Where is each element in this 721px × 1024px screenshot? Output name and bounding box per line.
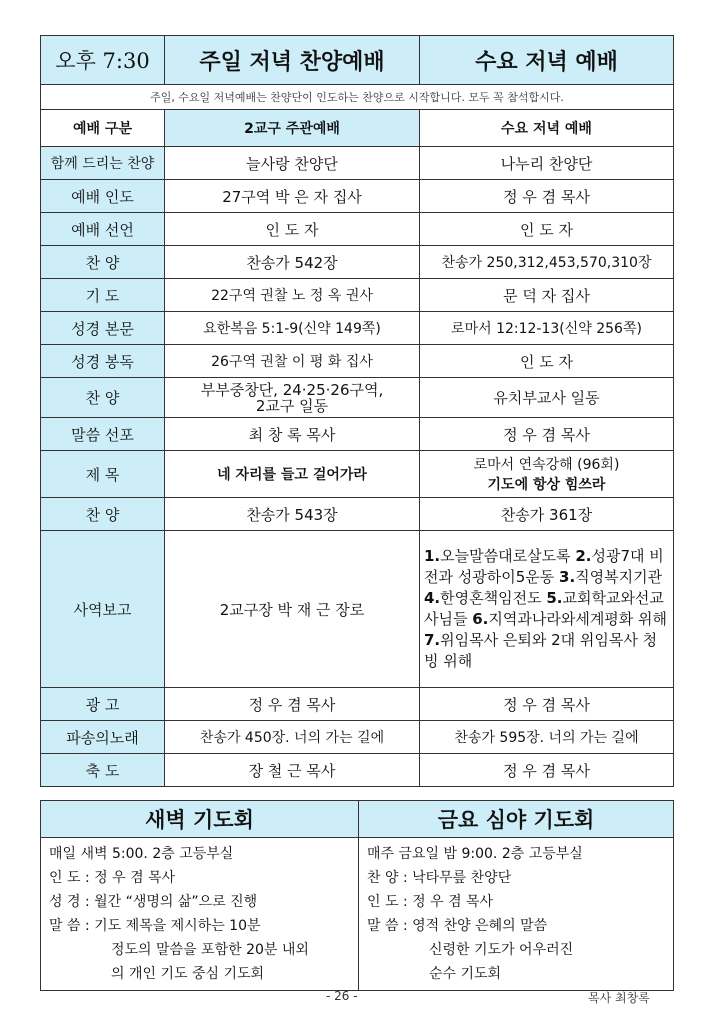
wednesday-cell: 유치부교사 일동 <box>420 378 674 418</box>
table-row <box>41 180 674 213</box>
sunday-cell-line: 부부중창단, 24·25·26구역, <box>200 380 384 399</box>
worship-schedule-table <box>40 35 674 787</box>
notice-row <box>41 85 674 110</box>
service-time: 오후 7:30 <box>41 36 165 85</box>
row-label: 광 고 <box>41 688 165 721</box>
table-row <box>41 246 674 279</box>
prayer-header-row <box>41 801 674 838</box>
report-item-number: 3. <box>559 568 576 586</box>
ministry-report-list <box>420 531 674 688</box>
row-label: 제 목 <box>41 451 165 498</box>
report-item-text: 위임목사 은퇴와 2대 위임목사 청빙 위해 <box>424 631 658 670</box>
friday-prayer-title: 금요 심야 기도회 <box>359 801 674 838</box>
sunday-cell-line: 2교구 일동 <box>255 396 329 415</box>
row-label: 축 도 <box>41 754 165 787</box>
sunday-cell: 최 창 록 목사 <box>165 418 420 451</box>
column-header-wednesday: 수요 저녁 예배 <box>420 110 674 147</box>
table-row <box>41 378 674 418</box>
report-item-text: 오늘말씀대로살도록 <box>440 547 576 565</box>
column-header-label: 예배 구분 <box>41 110 165 147</box>
wednesday-cell: 인 도 자 <box>420 345 674 378</box>
report-item-number: 7. <box>424 631 441 649</box>
sermon-title: 기도에 항상 힘쓰라 <box>487 477 606 493</box>
prayer-meetings-table <box>40 800 674 991</box>
row-label: 찬 양 <box>41 246 165 279</box>
dawn-prayer-line: 성 경 : 월간 “생명의 삶”으로 진행 <box>49 894 258 910</box>
friday-prayer-line: 인 도 : 정 우 겸 목사 <box>367 894 494 910</box>
wednesday-cell: 정 우 겸 목사 <box>420 688 674 721</box>
wednesday-cell: 정 우 겸 목사 <box>420 754 674 787</box>
row-label: 말씀 선포 <box>41 418 165 451</box>
friday-prayer-line: 신령한 기도가 어우러진 <box>429 942 574 958</box>
dawn-prayer-line: 의 개인 기도 중심 기도회 <box>111 966 265 982</box>
table-row <box>41 147 674 180</box>
sunday-cell: 요한복음 5:1-9(신약 149쪽) <box>165 312 420 345</box>
wednesday-cell: 로마서 12:12-13(신약 256쪽) <box>420 312 674 345</box>
dawn-prayer-line: 매일 새벽 5:00. 2층 고등부실 <box>49 846 234 862</box>
sunday-cell: 찬송가 542장 <box>165 246 420 279</box>
row-label: 찬 양 <box>41 378 165 418</box>
table-row <box>41 451 674 498</box>
author-credit: 목사 최창록 <box>588 991 650 1005</box>
report-item-number: 6. <box>472 610 489 628</box>
friday-prayer-details <box>359 838 674 991</box>
friday-prayer-line: 순수 기도회 <box>429 966 502 982</box>
sunday-cell: 27구역 박 은 자 집사 <box>165 180 420 213</box>
table-row <box>41 688 674 721</box>
wednesday-cell: 문 덕 자 집사 <box>420 279 674 312</box>
sunday-cell: 찬송가 543장 <box>165 498 420 531</box>
row-label: 파송의노래 <box>41 721 165 754</box>
sermon-series: 로마서 연속강해 (96회) <box>473 457 620 473</box>
header-row <box>41 36 674 85</box>
wednesday-cell: 정 우 겸 목사 <box>420 180 674 213</box>
row-label: 성경 본문 <box>41 312 165 345</box>
sunday-cell: 22구역 권찰 노 정 옥 권사 <box>165 279 420 312</box>
sunday-cell: 26구역 권찰 이 평 화 집사 <box>165 345 420 378</box>
dawn-prayer-details <box>41 838 359 991</box>
sunday-cell: 인 도 자 <box>165 213 420 246</box>
column-header-row <box>41 110 674 147</box>
dawn-prayer-line: 말 씀 : 기도 제목을 제시하는 10분 <box>49 918 261 934</box>
sunday-service-title: 주일 저녁 찬양예배 <box>165 36 420 85</box>
table-row <box>41 531 674 688</box>
wednesday-cell: 찬송가 595장. 너의 가는 길에 <box>420 721 674 754</box>
sunday-cell: 정 우 겸 목사 <box>165 688 420 721</box>
wednesday-cell: 찬송가 361장 <box>420 498 674 531</box>
dawn-prayer-line: 정도의 말씀을 포함한 20분 내외 <box>111 942 309 958</box>
table-row <box>41 345 674 378</box>
wednesday-cell <box>420 451 674 498</box>
table-row <box>41 279 674 312</box>
wednesday-cell: 인 도 자 <box>420 213 674 246</box>
sunday-cell: 장 철 근 목사 <box>165 754 420 787</box>
dawn-prayer-line: 인 도 : 정 우 겸 목사 <box>49 870 176 886</box>
report-item-number: 5. <box>546 589 563 607</box>
dawn-prayer-title: 새벽 기도회 <box>41 801 359 838</box>
table-row <box>41 721 674 754</box>
sunday-cell <box>165 378 420 418</box>
sunday-cell: 찬송가 450장. 너의 가는 길에 <box>165 721 420 754</box>
notice-text: 주일, 수요일 저녁예배는 찬양단이 인도하는 찬양으로 시작합니다. 모두 꼭 참석합시다. <box>41 85 674 110</box>
report-item-number: 1. <box>424 547 441 565</box>
friday-prayer-line: 말 씀 : 영적 찬양 은혜의 말씀 <box>367 918 548 934</box>
row-label: 함께 드리는 찬양 <box>41 147 165 180</box>
row-label: 성경 봉독 <box>41 345 165 378</box>
page-number: - 26 - <box>326 989 358 1003</box>
row-label: 예배 인도 <box>41 180 165 213</box>
report-item-text: 성광7대 비전과 성광하이5운동 <box>424 547 664 586</box>
report-item-number: 4. <box>424 589 441 607</box>
prayer-body-row <box>41 838 674 991</box>
wednesday-cell: 정 우 겸 목사 <box>420 418 674 451</box>
sunday-cell: 늘사랑 찬양단 <box>165 147 420 180</box>
column-header-sunday: 2교구 주관예배 <box>165 110 420 147</box>
sermon-title: 네 자리를 들고 걸어가라 <box>165 451 420 498</box>
table-row <box>41 312 674 345</box>
sunday-cell: 2교구장 박 재 근 장로 <box>165 531 420 688</box>
table-row <box>41 498 674 531</box>
report-item-text: 지역과나라와세계평화 위해 <box>488 610 668 628</box>
report-item-text: 직영복지기관 <box>575 568 663 586</box>
row-label: 찬 양 <box>41 498 165 531</box>
friday-prayer-line: 찬 양 : 낙타무릎 찬양단 <box>367 870 512 886</box>
table-row <box>41 754 674 787</box>
wednesday-cell: 찬송가 250,312,453,570,310장 <box>420 246 674 279</box>
friday-prayer-line: 매주 금요일 밤 9:00. 2층 고등부실 <box>367 846 583 862</box>
row-label: 사역보고 <box>41 531 165 688</box>
table-row <box>41 418 674 451</box>
report-item-text: 한영혼책임전도 <box>440 589 547 607</box>
row-label: 기 도 <box>41 279 165 312</box>
wednesday-cell: 나누리 찬양단 <box>420 147 674 180</box>
wednesday-service-title: 수요 저녁 예배 <box>420 36 674 85</box>
report-item-number: 2. <box>575 547 592 565</box>
row-label: 예배 선언 <box>41 213 165 246</box>
table-row <box>41 213 674 246</box>
report-item-text: 교회학교와선교사님들 <box>424 589 664 628</box>
